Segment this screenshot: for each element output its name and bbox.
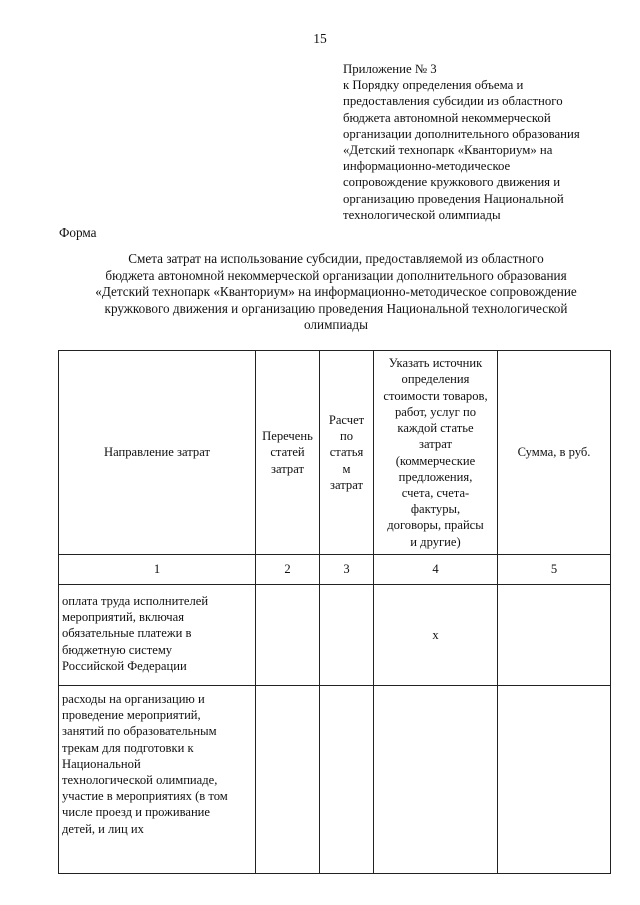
- cell-line: трекам для подготовки к: [62, 740, 194, 755]
- appendix-line: предоставления субсидии из областного: [343, 94, 563, 109]
- header-line: статей: [270, 445, 305, 460]
- title-line: «Детский технопарк «Кванториум» на информационно-методическое сопровождение: [95, 284, 577, 300]
- appendix-line: «Детский технопарк «Кванториум» на: [343, 143, 553, 158]
- appendix-line: организацию проведения Национальной: [343, 191, 564, 206]
- appendix-line: сопровождение кружкового движения и: [343, 175, 561, 190]
- empty-cell: [498, 585, 611, 686]
- cell-line: Национальной: [62, 756, 141, 771]
- cell-line: детей, и лиц их: [62, 821, 144, 836]
- document-title: [58, 251, 614, 334]
- header-line: работ, услуг по: [394, 404, 477, 419]
- column-number: 3: [320, 555, 374, 585]
- appendix-line: информационно-методическое: [343, 159, 511, 174]
- column-number: 2: [256, 555, 320, 585]
- header-line: Расчет: [328, 412, 365, 427]
- header-line: и другие): [410, 534, 461, 549]
- page-number: 15: [313, 31, 327, 46]
- form-label: Форма: [59, 225, 97, 240]
- header-line: фактуры,: [410, 502, 461, 517]
- header-line: по: [339, 429, 354, 444]
- column-number: 5: [498, 555, 611, 585]
- source-cell: [374, 686, 498, 874]
- cost-direction-cell: [59, 585, 256, 686]
- empty-cell: [498, 686, 611, 874]
- appendix-line: технологической олимпиады: [343, 207, 501, 222]
- title-line: Смета затрат на использование субсидии, предоставляемой из областного: [128, 251, 544, 266]
- appendix-line: к Порядку определения объема и: [343, 78, 524, 93]
- cell-line: Российской Федерации: [62, 658, 187, 673]
- cell-line: бюджетную систему: [62, 642, 173, 657]
- column-number: 4: [374, 555, 498, 585]
- table-row: [59, 686, 611, 874]
- cell-line: занятий по образовательным: [62, 724, 217, 739]
- cell-line: обязательные платежи в: [62, 626, 192, 641]
- title-line: олимпиады: [304, 317, 368, 333]
- header-calculation: [320, 351, 374, 555]
- header-line: Указать источник: [388, 356, 483, 371]
- title-line: кружкового движения и организацию проведения Национальной технологической: [104, 300, 568, 316]
- empty-cell: [256, 585, 320, 686]
- header-source: [374, 351, 498, 555]
- header-line: затрат: [271, 461, 304, 476]
- header-amount: [498, 351, 611, 555]
- header-line: определения: [401, 372, 470, 387]
- header-line: затрат: [419, 437, 452, 452]
- cell-line: технологической олимпиаде,: [62, 773, 218, 788]
- cell-line: мероприятий, включая: [62, 610, 184, 625]
- header-line: договоры, прайсы: [387, 518, 484, 533]
- cell-line: числе проезд и проживание: [62, 805, 211, 820]
- appendix-line: организации дополнительного образования: [343, 126, 580, 141]
- cell-line: оплата труда исполнителей: [62, 594, 209, 608]
- cost-estimate-table: [58, 350, 611, 874]
- header-direction: [59, 351, 256, 555]
- header-line: стоимости товаров,: [383, 388, 488, 403]
- header-row: [59, 351, 611, 555]
- header-line: Сумма, в руб.: [517, 445, 591, 460]
- header-line: Направление затрат: [104, 445, 210, 460]
- appendix-line: бюджета автономной некоммерческой: [343, 110, 551, 125]
- header-line: (коммерческие: [395, 453, 476, 468]
- empty-cell: [320, 686, 374, 874]
- table-row: [59, 585, 611, 686]
- header-line: каждой статье: [397, 421, 474, 436]
- empty-cell: [256, 686, 320, 874]
- column-number: 1: [59, 555, 256, 585]
- header-line: м: [342, 461, 351, 476]
- cell-line: расходы на организацию и: [62, 692, 205, 706]
- cost-direction-cell: [59, 686, 256, 874]
- source-cell: х: [374, 585, 498, 686]
- header-items: [256, 351, 320, 555]
- header-line: Перечень: [262, 429, 313, 444]
- cell-line: проведение мероприятий,: [62, 708, 201, 723]
- header-line: статья: [329, 445, 364, 460]
- appendix-line: Приложение № 3: [343, 62, 437, 76]
- header-line: затрат: [330, 477, 363, 492]
- appendix-note: [343, 61, 613, 223]
- header-line: предложения,: [398, 469, 473, 484]
- header-line: счета, счета-: [401, 485, 470, 500]
- empty-cell: [320, 585, 374, 686]
- cell-line: участие в мероприятиях (в том: [62, 789, 228, 804]
- title-line: бюджета автономной некоммерческой организации дополнительного образования: [105, 267, 567, 283]
- column-number-row: [59, 555, 611, 585]
